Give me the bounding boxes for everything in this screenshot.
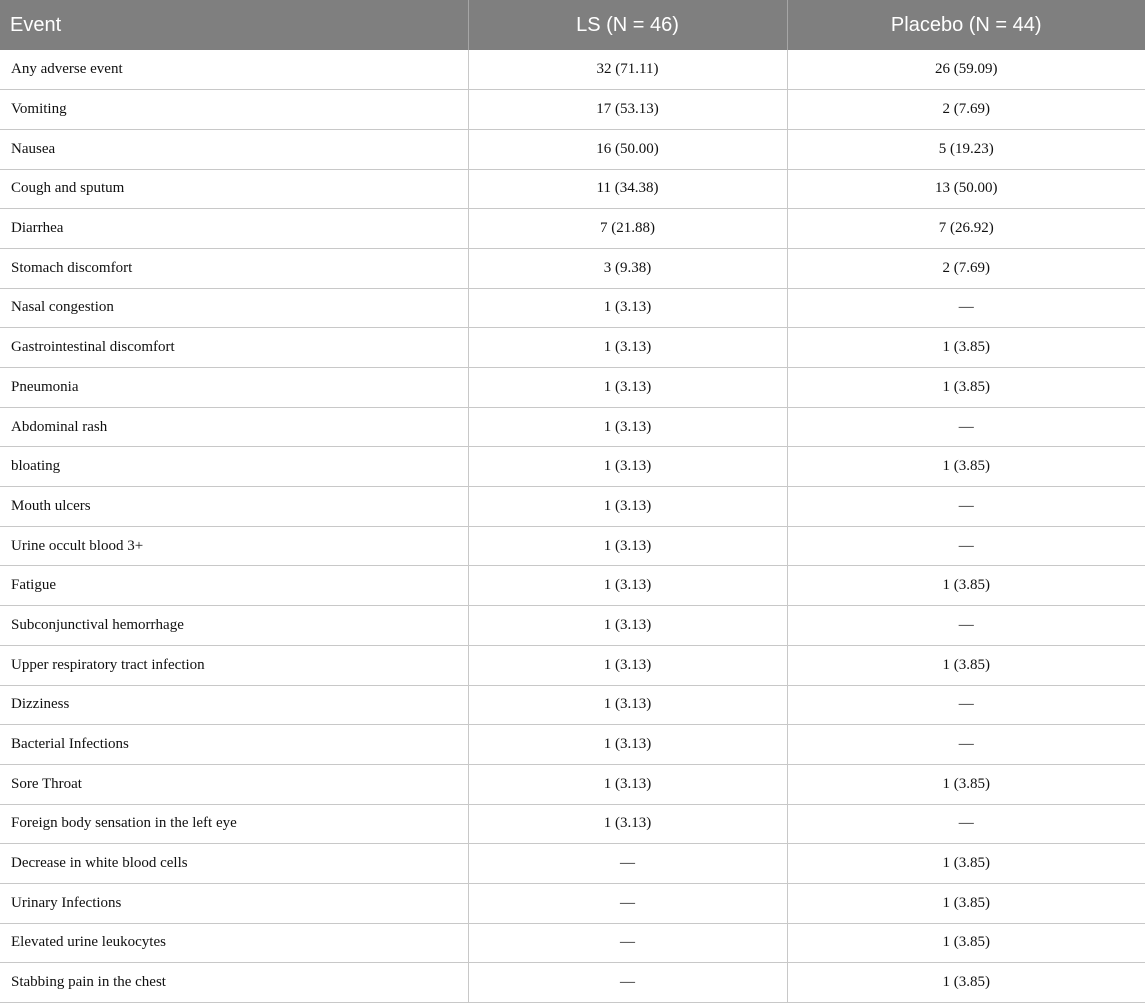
table-row [0, 883, 1145, 923]
table-row [0, 685, 1145, 725]
cell-event: Dizziness [0, 685, 468, 725]
cell-ls: 1 (3.13) [468, 725, 787, 765]
cell-event: Pneumonia [0, 368, 468, 408]
table-row [0, 288, 1145, 328]
cell-placebo: — [787, 606, 1145, 646]
cell-event: Foreign body sensation in the left eye [0, 804, 468, 844]
cell-placebo: — [787, 526, 1145, 566]
cell-ls: 1 (3.13) [468, 685, 787, 725]
cell-placebo: 1 (3.85) [787, 328, 1145, 368]
cell-event: Decrease in white blood cells [0, 844, 468, 884]
table-row [0, 725, 1145, 765]
cell-event: Subconjunctival hemorrhage [0, 606, 468, 646]
header-row [0, 0, 1145, 50]
cell-ls: 1 (3.13) [468, 526, 787, 566]
table-row [0, 606, 1145, 646]
table-row [0, 447, 1145, 487]
table-header [0, 0, 1145, 50]
cell-event: Elevated urine leukocytes [0, 923, 468, 963]
cell-placebo: — [787, 725, 1145, 765]
cell-event: Stomach discomfort [0, 248, 468, 288]
cell-event: Urine occult blood 3+ [0, 526, 468, 566]
table-row [0, 645, 1145, 685]
cell-ls: 1 (3.13) [468, 288, 787, 328]
cell-event: Any adverse event [0, 50, 468, 90]
table-row [0, 368, 1145, 408]
cell-placebo: 13 (50.00) [787, 169, 1145, 209]
cell-event: Gastrointestinal discomfort [0, 328, 468, 368]
table-row [0, 328, 1145, 368]
table-row [0, 526, 1145, 566]
cell-placebo: 7 (26.92) [787, 209, 1145, 249]
cell-ls: 7 (21.88) [468, 209, 787, 249]
cell-event: Cough and sputum [0, 169, 468, 209]
table-row [0, 407, 1145, 447]
cell-event: bloating [0, 447, 468, 487]
cell-placebo: 1 (3.85) [787, 368, 1145, 408]
cell-event: Sore Throat [0, 764, 468, 804]
cell-placebo: — [787, 487, 1145, 527]
cell-ls: 1 (3.13) [468, 368, 787, 408]
table-row [0, 209, 1145, 249]
cell-event: Nausea [0, 129, 468, 169]
header-ls: LS (N = 46) [468, 0, 787, 50]
table-row [0, 50, 1145, 90]
cell-placebo: — [787, 288, 1145, 328]
table-row [0, 169, 1145, 209]
cell-ls: 17 (53.13) [468, 90, 787, 130]
cell-placebo: 1 (3.85) [787, 883, 1145, 923]
cell-ls: 1 (3.13) [468, 764, 787, 804]
table-row [0, 923, 1145, 963]
cell-placebo: 1 (3.85) [787, 447, 1145, 487]
cell-placebo: 2 (7.69) [787, 248, 1145, 288]
cell-event: Stabbing pain in the chest [0, 963, 468, 1003]
cell-placebo: — [787, 407, 1145, 447]
cell-ls: 11 (34.38) [468, 169, 787, 209]
cell-event: Bacterial Infections [0, 725, 468, 765]
header-event: Event [0, 0, 468, 50]
cell-ls: 1 (3.13) [468, 447, 787, 487]
cell-ls: 3 (9.38) [468, 248, 787, 288]
cell-ls: 1 (3.13) [468, 606, 787, 646]
cell-event: Nasal congestion [0, 288, 468, 328]
cell-ls: 32 (71.11) [468, 50, 787, 90]
table-row [0, 129, 1145, 169]
cell-ls: — [468, 963, 787, 1003]
table-row [0, 963, 1145, 1003]
cell-ls: — [468, 883, 787, 923]
cell-ls: 1 (3.13) [468, 645, 787, 685]
cell-ls: 1 (3.13) [468, 407, 787, 447]
cell-placebo: 1 (3.85) [787, 923, 1145, 963]
cell-event: Diarrhea [0, 209, 468, 249]
cell-ls: 1 (3.13) [468, 566, 787, 606]
cell-placebo: 1 (3.85) [787, 566, 1145, 606]
cell-placebo: — [787, 685, 1145, 725]
table-row [0, 844, 1145, 884]
cell-event: Vomiting [0, 90, 468, 130]
cell-event: Mouth ulcers [0, 487, 468, 527]
table-body [0, 50, 1145, 1003]
cell-event: Upper respiratory tract infection [0, 645, 468, 685]
cell-ls: 1 (3.13) [468, 804, 787, 844]
cell-ls: — [468, 844, 787, 884]
table-row [0, 804, 1145, 844]
cell-ls: 1 (3.13) [468, 487, 787, 527]
table-row [0, 764, 1145, 804]
table-row [0, 487, 1145, 527]
cell-event: Abdominal rash [0, 407, 468, 447]
table-row [0, 566, 1145, 606]
cell-event: Urinary Infections [0, 883, 468, 923]
cell-ls: 16 (50.00) [468, 129, 787, 169]
cell-placebo: 1 (3.85) [787, 645, 1145, 685]
cell-placebo: 5 (19.23) [787, 129, 1145, 169]
cell-placebo: 1 (3.85) [787, 764, 1145, 804]
cell-placebo: 26 (59.09) [787, 50, 1145, 90]
cell-placebo: 2 (7.69) [787, 90, 1145, 130]
cell-ls: 1 (3.13) [468, 328, 787, 368]
header-placebo: Placebo (N = 44) [890, 13, 1042, 36]
table-row [0, 90, 1145, 130]
cell-placebo: 1 (3.85) [787, 844, 1145, 884]
cell-event: Fatigue [0, 566, 468, 606]
table-row [0, 248, 1145, 288]
cell-placebo: 1 (3.85) [787, 963, 1145, 1003]
cell-ls: — [468, 923, 787, 963]
cell-placebo: — [787, 804, 1145, 844]
